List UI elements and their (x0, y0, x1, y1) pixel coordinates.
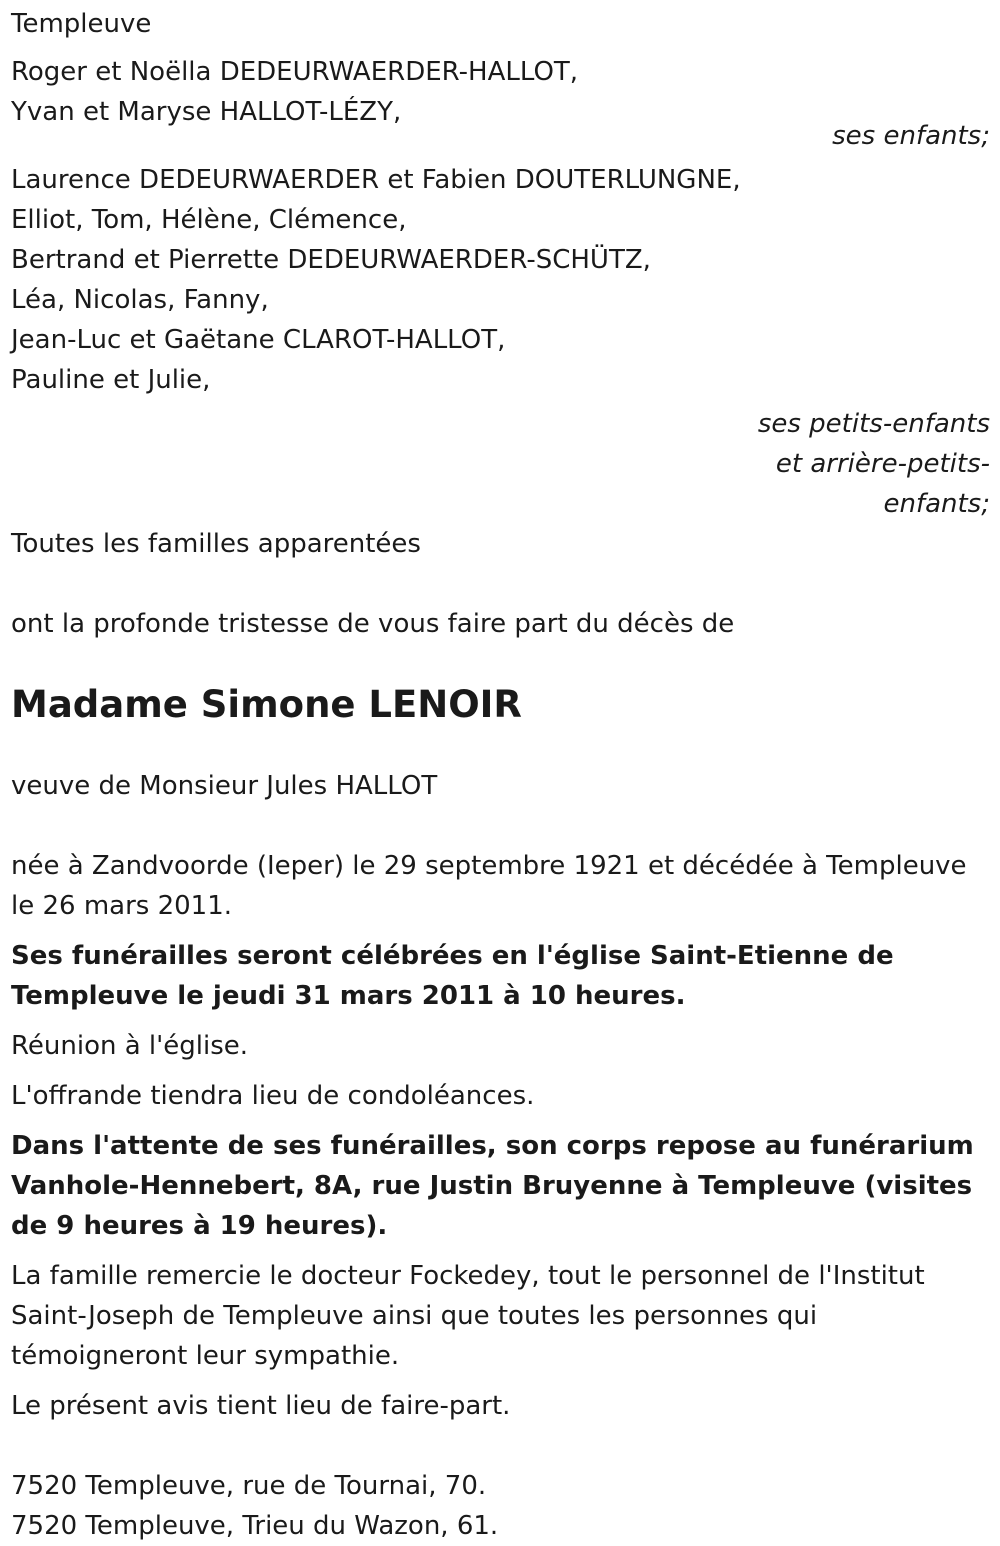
addresses-block (11, 1466, 990, 1546)
notice-paragraph: Le présent avis tient lieu de faire-part. (11, 1391, 511, 1421)
grandchildren-label: enfants; (883, 489, 990, 519)
grandchildren-line: Jean-Luc et Gaëtane CLAROT-HALLOT, (11, 325, 506, 355)
grandchildren-line: Elliot, Tom, Hélène, Clémence, (11, 205, 407, 235)
address-line: 7520 Templeuve, Trieu du Wazon, 61. (11, 1511, 499, 1541)
place-heading: Templeuve (11, 9, 152, 39)
funerarium-paragraph: Dans l'attente de ses funérailles, son corps repose au funérarium Vanhole-Hennebert, 8A, rue Justin Bruyenne à Templeuve (visites de 9 heures à 19 heures). (11, 1131, 974, 1241)
offering-paragraph: L'offrande tiendra lieu de condoléances. (11, 1081, 535, 1111)
address-line: 7520 Templeuve, rue de Tournai, 70. (11, 1471, 487, 1501)
grandchildren-block (11, 160, 990, 524)
children-line: Roger et Noëlla DEDEURWAERDER-HALLOT, (11, 57, 579, 87)
grandchildren-line: Laurence DEDEURWAERDER et Fabien DOUTERLUNGNE, (11, 165, 741, 195)
grandchildren-line: Bertrand et Pierrette DEDEURWAERDER-SCHÜTZ, (11, 245, 651, 275)
grandchildren-label: et arrière-petits- (775, 449, 990, 479)
grandchildren-line: Pauline et Julie, (11, 365, 211, 395)
meeting-paragraph: Réunion à l'église. (11, 1031, 249, 1061)
children-label: ses enfants; (832, 121, 990, 151)
announcement-line: ont la profonde tristesse de vous faire part du décès de (11, 609, 735, 639)
grandchildren-label: ses petits-enfants (757, 409, 990, 439)
funeral-paragraph: Ses funérailles seront célébrées en l'église Saint-Etienne de Templeuve le jeudi 31 mars 2011 à 10 heures. (11, 941, 894, 1011)
children-block (11, 52, 990, 156)
widow-of-line: veuve de Monsieur Jules HALLOT (11, 771, 438, 801)
thanks-paragraph: La famille remercie le docteur Fockedey, tout le personnel de l'Institut Saint-Joseph de Templeuve ainsi que toutes les personnes qui témoigneront leur sympathie. (11, 1261, 925, 1371)
families-line: Toutes les familles apparentées (11, 529, 421, 559)
grandchildren-line: Léa, Nicolas, Fanny, (11, 285, 269, 315)
deceased-name: Madame Simone LENOIR (11, 683, 522, 726)
children-line: Yvan et Maryse HALLOT-LÉZY, (11, 97, 402, 127)
birth-death-paragraph: née à Zandvoorde (Ieper) le 29 septembre 1921 et décédée à Templeuve le 26 mars 2011. (11, 851, 967, 921)
